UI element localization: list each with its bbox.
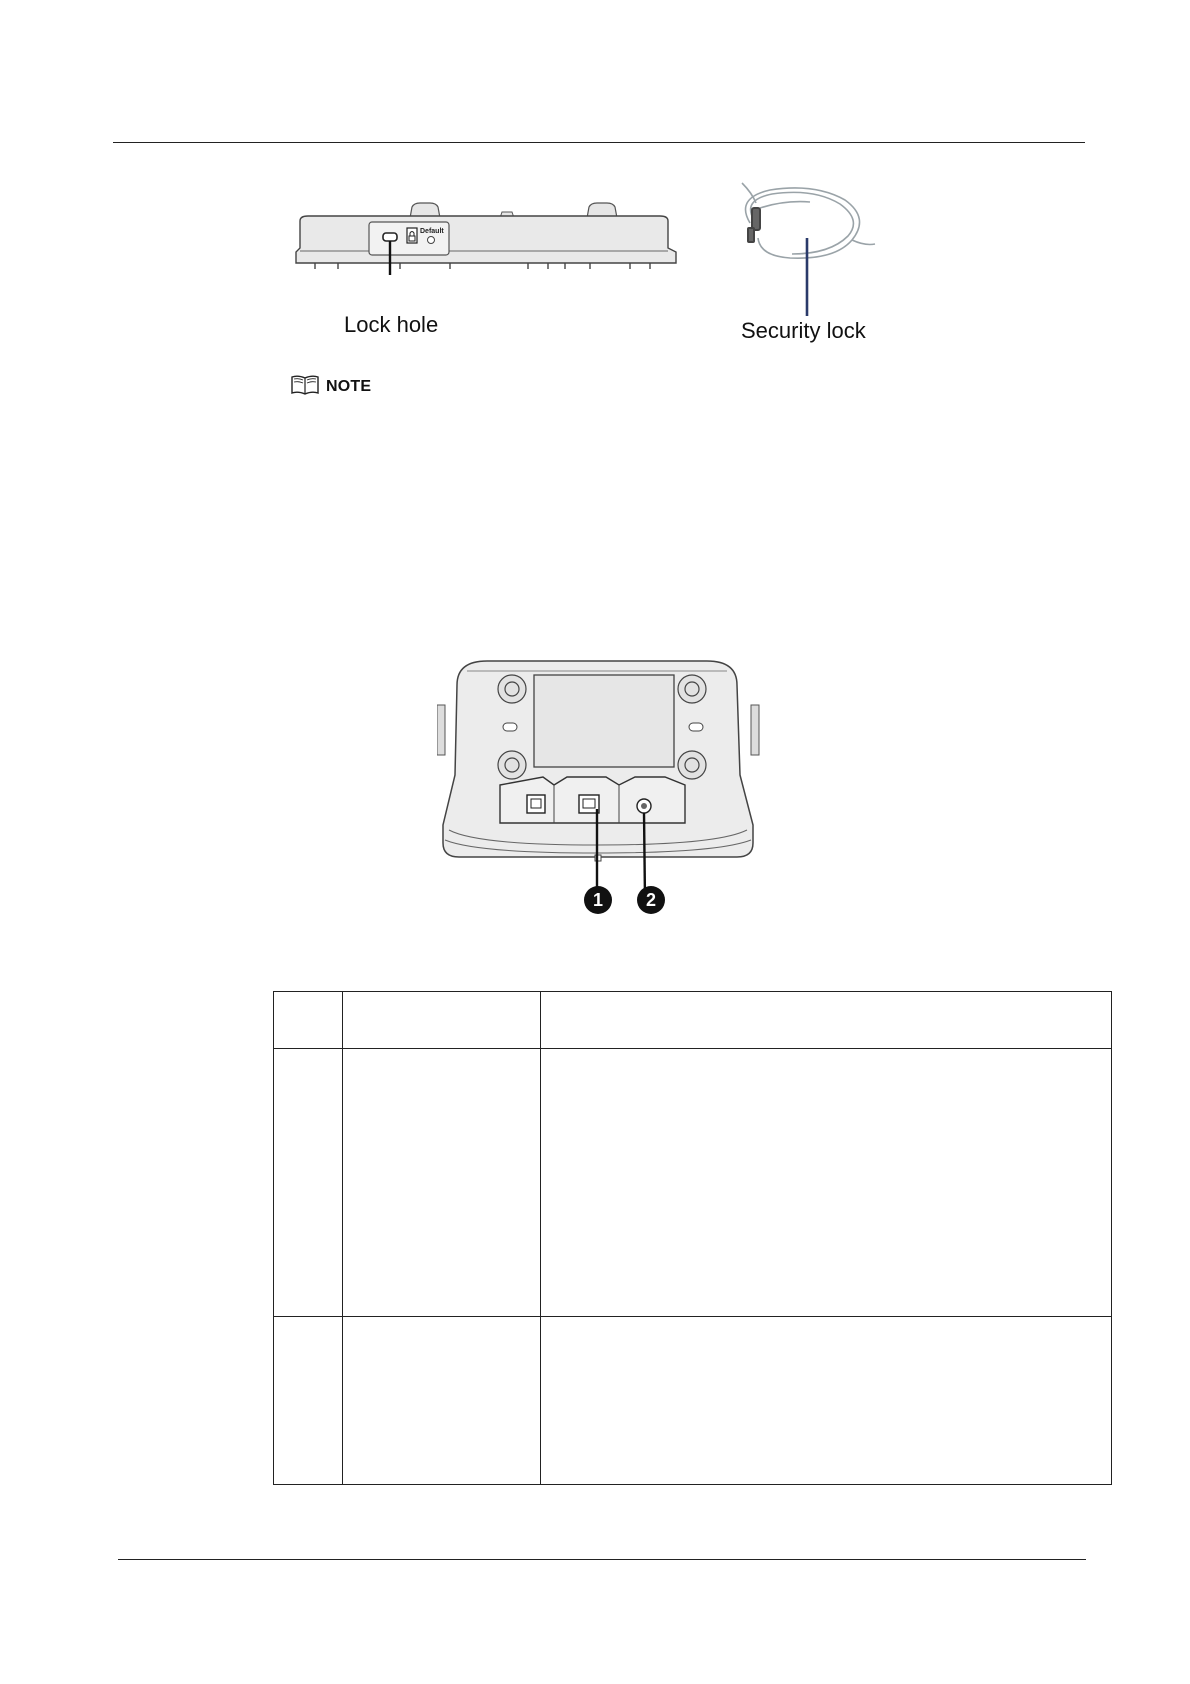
default-button-label: Default <box>420 228 444 235</box>
table-cell <box>343 1049 541 1317</box>
callout-1-text: 1 <box>592 889 603 910</box>
callout-1-badge <box>584 886 612 914</box>
table-header-cell <box>343 992 541 1049</box>
header-rule <box>113 142 1085 143</box>
security-lock-label: Security lock <box>741 318 866 343</box>
book-icon <box>290 373 320 402</box>
table-row <box>274 1317 1112 1485</box>
table-cell <box>541 1317 1112 1485</box>
callout-2-badge <box>637 886 665 914</box>
security-lock-figure <box>730 178 880 318</box>
port-description-table <box>273 991 1112 1485</box>
table-row <box>274 1049 1112 1317</box>
table-header-cell <box>541 992 1112 1049</box>
lock-hole-label: Lock hole <box>344 312 439 337</box>
table-cell <box>343 1317 541 1485</box>
note-label: NOTE <box>326 378 372 395</box>
table-header-cell <box>274 992 343 1049</box>
ap-side-view-figure <box>290 195 685 275</box>
note-heading <box>290 374 371 400</box>
callout-2-text: 2 <box>645 889 656 910</box>
table-header-row <box>274 992 1112 1049</box>
table-cell <box>274 1317 343 1485</box>
footer-rule <box>118 1559 1086 1560</box>
table-cell <box>541 1049 1112 1317</box>
table-cell <box>274 1049 343 1317</box>
